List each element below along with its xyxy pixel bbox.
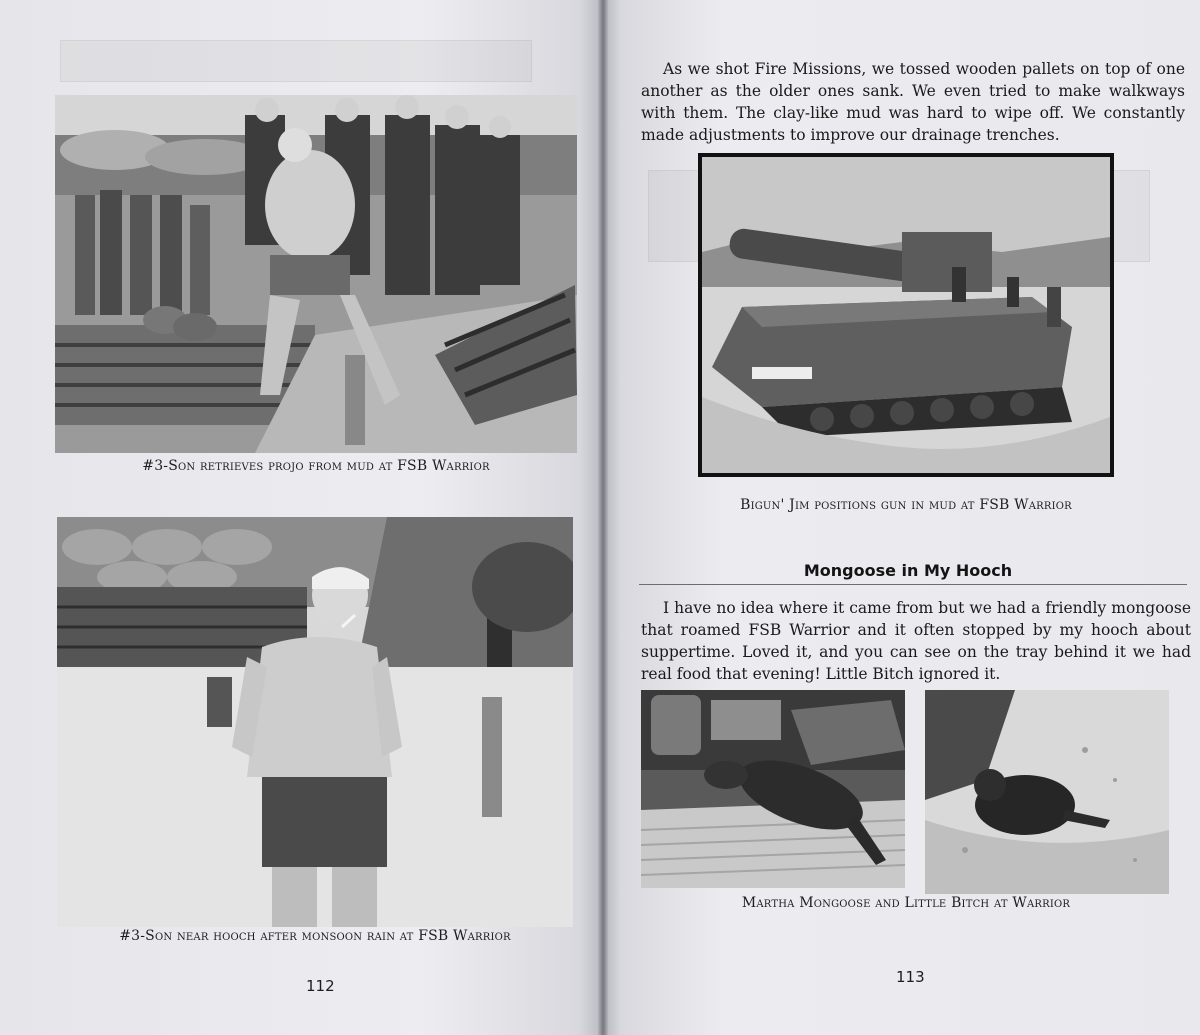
photo-son-near-hooch xyxy=(57,517,573,927)
section-heading-mongoose: Mongoose in My Hooch xyxy=(803,561,1013,580)
caption-son-near-hooch: #3-Son near hooch after monsoon rain at FSB Warrior xyxy=(119,928,511,944)
caption-bigun-jim-gun: Bigun' Jim positions gun in mud at FSB Warrior xyxy=(740,497,1072,513)
page-number-left: 112 xyxy=(306,977,335,995)
caption-son-retrieves-projo: #3-Son retrieves projo from mud at FSB Warrior xyxy=(142,458,490,474)
bleed-through-top-left xyxy=(60,40,532,82)
caption-martha-mongoose: Martha Mongoose and Little Bitch at Warrior xyxy=(741,895,1071,911)
mongoose-paragraph: I have no idea where it came from but we had a friendly mongoose that roamed FSB Warrior and it often stopped by my hooch about suppertime. Loved it, and you can see on the tray behind it we had real food that evening! Little Bitch ignored it. xyxy=(641,599,1191,683)
section-heading-rule xyxy=(639,584,1187,585)
intro-paragraph: As we shot Fire Missions, we tossed wooden pallets on top of one another as the older ones sank. We even tried to make walkways with them. The clay-like mud was hard to wipe off. We constantly made adjustments to improve our drainage trenches. xyxy=(641,60,1185,144)
page-number-right: 113 xyxy=(896,968,925,986)
photo-little-bitch xyxy=(925,690,1169,894)
photo-son-retrieves-projo xyxy=(55,95,577,453)
photo-martha-mongoose xyxy=(641,690,905,888)
right-page xyxy=(603,0,1200,1035)
photo-bigun-jim-gun xyxy=(698,153,1114,477)
book-gutter xyxy=(598,0,608,1035)
